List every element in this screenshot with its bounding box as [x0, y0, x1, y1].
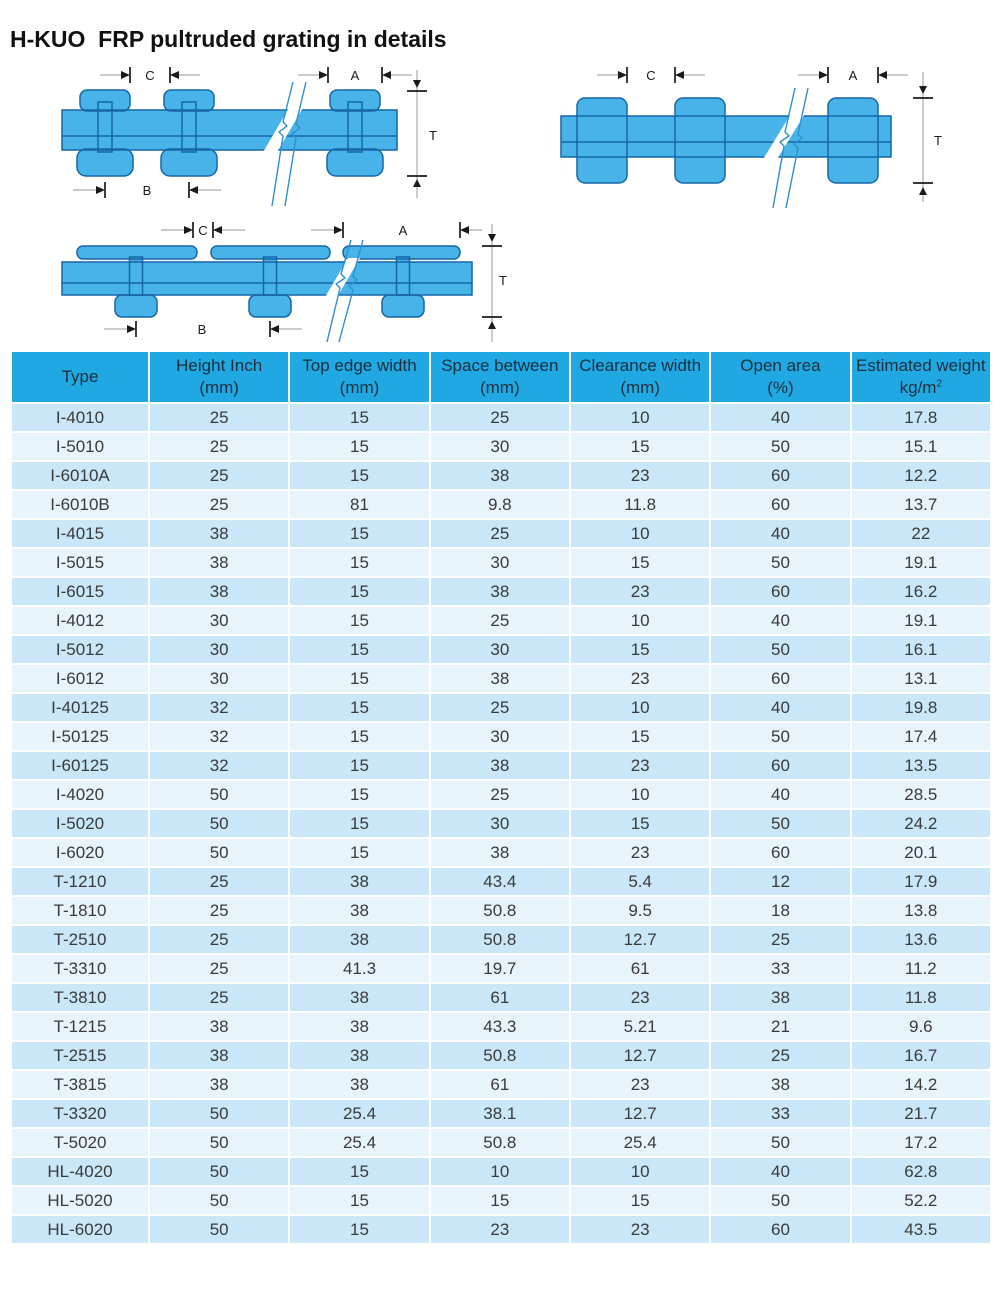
table-cell: 13.8 — [851, 896, 991, 925]
col-header-estimated-weight: Estimated weight $kg/m^2$ — [851, 351, 991, 403]
table-cell: 30 — [149, 664, 289, 693]
table-row — [11, 925, 991, 954]
table-cell: 38 — [149, 1070, 289, 1099]
table-cell: 50 — [710, 432, 850, 461]
rectbar-shapes-fill — [561, 98, 891, 183]
table-cell: 62.8 — [851, 1157, 991, 1186]
table-cell: 23 — [570, 983, 710, 1012]
table-row — [11, 867, 991, 896]
table-cell: 38 — [710, 983, 850, 1012]
table-cell: 10 — [570, 403, 710, 432]
table-cell: 50 — [149, 1186, 289, 1215]
table-cell: T-1810 — [11, 896, 149, 925]
table-cell: 30 — [430, 722, 570, 751]
table-cell: 15 — [289, 838, 429, 867]
table-cell: 23 — [570, 577, 710, 606]
table-cell: 38 — [430, 461, 570, 490]
table-cell: 15 — [570, 809, 710, 838]
table-cell: 19.7 — [430, 954, 570, 983]
table-cell: 60 — [710, 577, 850, 606]
table-cell: 24.2 — [851, 809, 991, 838]
table-cell: 30 — [430, 548, 570, 577]
table-cell: 13.5 — [851, 751, 991, 780]
table-cell: I-6020 — [11, 838, 149, 867]
table-cell: HL-4020 — [11, 1157, 149, 1186]
table-cell: 19.8 — [851, 693, 991, 722]
table-cell: 23 — [570, 1215, 710, 1244]
table-cell: 15 — [430, 1186, 570, 1215]
table-cell: I-6012 — [11, 664, 149, 693]
table-cell: 17.8 — [851, 403, 991, 432]
table-cell: 50.8 — [430, 1041, 570, 1070]
table-cell: 38 — [289, 1041, 429, 1070]
dim-label-b: B — [142, 183, 152, 198]
dim-label-t: T — [499, 273, 507, 288]
table-cell: 50 — [149, 1128, 289, 1157]
table-row — [11, 780, 991, 809]
table-cell: 22 — [851, 519, 991, 548]
table-cell: 25 — [430, 780, 570, 809]
table-cell: 61 — [430, 983, 570, 1012]
table-cell: 15 — [289, 693, 429, 722]
table-cell: 38 — [149, 519, 289, 548]
table-cell: 15 — [570, 432, 710, 461]
table-cell: 38 — [289, 983, 429, 1012]
table-cell: 61 — [570, 954, 710, 983]
table-cell: 60 — [710, 461, 850, 490]
table-cell: 50 — [149, 838, 289, 867]
table-cell: 23 — [430, 1215, 570, 1244]
table-cell: 10 — [570, 1157, 710, 1186]
table-cell: 28.5 — [851, 780, 991, 809]
table-cell: 25.4 — [570, 1128, 710, 1157]
table-cell: 15 — [289, 722, 429, 751]
table-cell: 61 — [430, 1070, 570, 1099]
dim-label-c: C — [198, 223, 208, 238]
dim-label-a: A — [848, 68, 858, 83]
table-cell: 10 — [570, 519, 710, 548]
dimension-c — [597, 67, 705, 83]
table-row — [11, 664, 991, 693]
table-cell: 12.7 — [570, 925, 710, 954]
table-cell: 50 — [149, 1215, 289, 1244]
dim-label-c: C — [646, 68, 656, 83]
table-row — [11, 809, 991, 838]
table-cell: I-40125 — [11, 693, 149, 722]
table-cell: 25 — [149, 954, 289, 983]
table-cell: 16.1 — [851, 635, 991, 664]
table-cell: 25 — [149, 432, 289, 461]
table-cell: 25 — [149, 896, 289, 925]
table-cell: 32 — [149, 722, 289, 751]
table-cell: 15 — [570, 1186, 710, 1215]
table-cell: I-4015 — [11, 519, 149, 548]
table-cell: T-3320 — [11, 1099, 149, 1128]
table-cell: 32 — [149, 693, 289, 722]
table-cell: T-3815 — [11, 1070, 149, 1099]
table-cell: 15.1 — [851, 432, 991, 461]
table-row — [11, 1186, 991, 1215]
table-cell: 60 — [710, 838, 850, 867]
table-cell: 25 — [149, 925, 289, 954]
dimension-b — [104, 321, 302, 337]
table-cell: I-6015 — [11, 577, 149, 606]
table-cell: 43.5 — [851, 1215, 991, 1244]
table-cell: 16.7 — [851, 1041, 991, 1070]
table-cell: 25 — [149, 867, 289, 896]
table-row — [11, 519, 991, 548]
table-cell: 40 — [710, 403, 850, 432]
table-cell: I-4010 — [11, 403, 149, 432]
table-cell: 25 — [710, 925, 850, 954]
page-title: H-KUO FRP pultruded grating in details — [10, 26, 447, 52]
table-row — [11, 548, 991, 577]
table-cell: 38 — [710, 1070, 850, 1099]
dimension-b — [73, 182, 221, 198]
dim-label-c: C — [145, 68, 155, 83]
rectbar-grating-diagram — [548, 60, 948, 210]
table-cell: 38 — [430, 751, 570, 780]
table-cell: 50 — [710, 809, 850, 838]
table-cell: 9.8 — [430, 490, 570, 519]
table-cell: I-5015 — [11, 548, 149, 577]
table-cell: 20.1 — [851, 838, 991, 867]
table-cell: 17.4 — [851, 722, 991, 751]
table-cell: 50 — [149, 780, 289, 809]
table-cell: 30 — [430, 432, 570, 461]
table-cell: 5.4 — [570, 867, 710, 896]
table-cell: 15 — [289, 751, 429, 780]
table-cell: 15 — [289, 780, 429, 809]
table-cell: 40 — [710, 1157, 850, 1186]
table-cell: 10 — [430, 1157, 570, 1186]
table-cell: 30 — [149, 635, 289, 664]
table-row — [11, 635, 991, 664]
ibar-grating-diagram — [45, 60, 445, 210]
table-cell: 50 — [710, 722, 850, 751]
col-header-open-area: Open area (%) — [710, 351, 850, 403]
table-row — [11, 896, 991, 925]
table-cell: 38 — [149, 1041, 289, 1070]
table-cell: I-50125 — [11, 722, 149, 751]
table-row — [11, 1012, 991, 1041]
table-row — [11, 1070, 991, 1099]
col-header-type: Type — [11, 351, 149, 403]
table-cell: 30 — [149, 606, 289, 635]
dimension-t — [482, 224, 507, 342]
table-cell: T-2510 — [11, 925, 149, 954]
table-cell: 25 — [430, 693, 570, 722]
table-cell: 12.2 — [851, 461, 991, 490]
table-cell: I-60125 — [11, 751, 149, 780]
table-cell: HL-6020 — [11, 1215, 149, 1244]
table-cell: 15 — [289, 1157, 429, 1186]
table-cell: 15 — [289, 461, 429, 490]
table-row — [11, 693, 991, 722]
table-cell: 50 — [149, 1157, 289, 1186]
table-cell: I-5010 — [11, 432, 149, 461]
table-cell: 43.3 — [430, 1012, 570, 1041]
table-cell: HL-5020 — [11, 1186, 149, 1215]
table-cell: 17.2 — [851, 1128, 991, 1157]
table-cell: 50 — [710, 635, 850, 664]
table-cell: 38 — [289, 1012, 429, 1041]
table-cell: 23 — [570, 838, 710, 867]
dimension-a — [311, 222, 482, 238]
table-cell: 30 — [430, 635, 570, 664]
dim-label-t: T — [934, 133, 942, 148]
table-cell: 12.7 — [570, 1041, 710, 1070]
table-row — [11, 1099, 991, 1128]
table-cell: 23 — [570, 461, 710, 490]
table-cell: 38 — [149, 1012, 289, 1041]
table-cell: 19.1 — [851, 606, 991, 635]
table-cell: 40 — [710, 693, 850, 722]
table-cell: 25.4 — [289, 1128, 429, 1157]
table-row — [11, 1041, 991, 1070]
col-header-clearance-width: Clearance width (mm) — [570, 351, 710, 403]
table-cell: 38 — [289, 896, 429, 925]
table-body — [11, 403, 991, 1244]
table-row — [11, 983, 991, 1012]
table-cell: 13.1 — [851, 664, 991, 693]
table-cell: 60 — [710, 664, 850, 693]
table-cell: T-1215 — [11, 1012, 149, 1041]
table-row — [11, 432, 991, 461]
table-cell: 60 — [710, 751, 850, 780]
table-cell: 25 — [430, 519, 570, 548]
table-cell: 25.4 — [289, 1099, 429, 1128]
table-cell: 23 — [570, 751, 710, 780]
table-cell: 40 — [710, 606, 850, 635]
table-cell: 38 — [149, 577, 289, 606]
table-row — [11, 1215, 991, 1244]
table-cell: 15 — [289, 519, 429, 548]
table-cell: 21.7 — [851, 1099, 991, 1128]
dimension-a — [298, 67, 412, 83]
table-cell: 52.2 — [851, 1186, 991, 1215]
table-cell: 17.9 — [851, 867, 991, 896]
table-cell: 50 — [149, 809, 289, 838]
table-cell: I-4012 — [11, 606, 149, 635]
table-row — [11, 403, 991, 432]
table-cell: 30 — [430, 809, 570, 838]
table-cell: 50.8 — [430, 925, 570, 954]
table-cell: 11.2 — [851, 954, 991, 983]
table-cell: 11.8 — [851, 983, 991, 1012]
table-cell: 19.1 — [851, 548, 991, 577]
table-cell: 10 — [570, 606, 710, 635]
table-row — [11, 751, 991, 780]
dimension-c — [100, 67, 200, 83]
table-cell: 32 — [149, 751, 289, 780]
table-cell: 50 — [710, 1186, 850, 1215]
table-cell: 15 — [570, 722, 710, 751]
table-cell: 25 — [430, 403, 570, 432]
table-cell: 50 — [710, 1128, 850, 1157]
dim-label-t: T — [429, 128, 437, 143]
table-cell: 15 — [289, 809, 429, 838]
table-cell: T-2515 — [11, 1041, 149, 1070]
table-row — [11, 1157, 991, 1186]
dimension-c — [161, 222, 245, 238]
dim-label-a: A — [398, 223, 408, 238]
table-cell: 50.8 — [430, 1128, 570, 1157]
table-cell: 38 — [289, 867, 429, 896]
table-cell: 15 — [289, 403, 429, 432]
table-row — [11, 461, 991, 490]
table-cell: I-6010B — [11, 490, 149, 519]
table-cell: I-5012 — [11, 635, 149, 664]
table-cell: 41.3 — [289, 954, 429, 983]
table-cell: 38 — [289, 1070, 429, 1099]
tbar-grating-diagram — [30, 218, 510, 348]
table-cell: 23 — [570, 1070, 710, 1099]
table-cell: 12.7 — [570, 1099, 710, 1128]
table-cell: 16.2 — [851, 577, 991, 606]
dim-label-b: B — [197, 322, 207, 337]
table-row — [11, 606, 991, 635]
table-cell: I-6010A — [11, 461, 149, 490]
table-cell: 60 — [710, 490, 850, 519]
table-cell: 25 — [149, 490, 289, 519]
col-header-space-between: Space between (mm) — [430, 351, 570, 403]
table-cell: 60 — [710, 1215, 850, 1244]
table-cell: 25 — [430, 606, 570, 635]
table-cell: 38 — [289, 925, 429, 954]
table-cell: 15 — [570, 548, 710, 577]
table-cell: 10 — [570, 780, 710, 809]
table-cell: 10 — [570, 693, 710, 722]
table-cell: 13.7 — [851, 490, 991, 519]
table-row — [11, 1128, 991, 1157]
table-cell: 43.4 — [430, 867, 570, 896]
table-cell: 50.8 — [430, 896, 570, 925]
table-cell: 38.1 — [430, 1099, 570, 1128]
table-cell: T-3310 — [11, 954, 149, 983]
table-cell: 15 — [289, 1215, 429, 1244]
table-row — [11, 490, 991, 519]
table-cell: 81 — [289, 490, 429, 519]
table-cell: 15 — [570, 635, 710, 664]
table-cell: 38 — [149, 548, 289, 577]
table-cell: 38 — [430, 664, 570, 693]
table-cell: 21 — [710, 1012, 850, 1041]
table-cell: 9.5 — [570, 896, 710, 925]
table-row — [11, 954, 991, 983]
table-row — [11, 577, 991, 606]
table-cell: 15 — [289, 577, 429, 606]
table-cell: 15 — [289, 664, 429, 693]
table-cell: 25 — [710, 1041, 850, 1070]
table-cell: 12 — [710, 867, 850, 896]
table-cell: 18 — [710, 896, 850, 925]
table-cell: 14.2 — [851, 1070, 991, 1099]
table-cell: 40 — [710, 780, 850, 809]
table-cell: T-3810 — [11, 983, 149, 1012]
dimension-t — [913, 72, 942, 202]
table-cell: 40 — [710, 519, 850, 548]
table-header — [11, 351, 991, 403]
table-cell: 15 — [289, 548, 429, 577]
table-cell: 25 — [149, 461, 289, 490]
table-cell: I-5020 — [11, 809, 149, 838]
table-cell: T-1210 — [11, 867, 149, 896]
table-cell: 50 — [710, 548, 850, 577]
table-cell: 9.6 — [851, 1012, 991, 1041]
table-cell: 25 — [149, 983, 289, 1012]
dim-label-a: A — [350, 68, 360, 83]
table-cell: 15 — [289, 635, 429, 664]
table-cell: 15 — [289, 432, 429, 461]
dimension-a — [798, 67, 908, 83]
dimension-t — [407, 70, 437, 198]
table-cell: 25 — [149, 403, 289, 432]
col-header-height: Height Inch (mm) — [149, 351, 289, 403]
col-header-top-edge-width: Top edge width (mm) — [289, 351, 429, 403]
table-cell: I-4020 — [11, 780, 149, 809]
grating-spec-table — [10, 350, 992, 1245]
table-cell: 38 — [430, 838, 570, 867]
table-cell: 15 — [289, 606, 429, 635]
table-cell: 15 — [289, 1186, 429, 1215]
table-cell: 23 — [570, 664, 710, 693]
table-cell: 33 — [710, 954, 850, 983]
table-row — [11, 722, 991, 751]
table-cell: 11.8 — [570, 490, 710, 519]
table-cell: 13.6 — [851, 925, 991, 954]
table-cell: 50 — [149, 1099, 289, 1128]
table-row — [11, 838, 991, 867]
table-cell: 5.21 — [570, 1012, 710, 1041]
table-cell: T-5020 — [11, 1128, 149, 1157]
table-cell: 38 — [430, 577, 570, 606]
table-cell: 33 — [710, 1099, 850, 1128]
